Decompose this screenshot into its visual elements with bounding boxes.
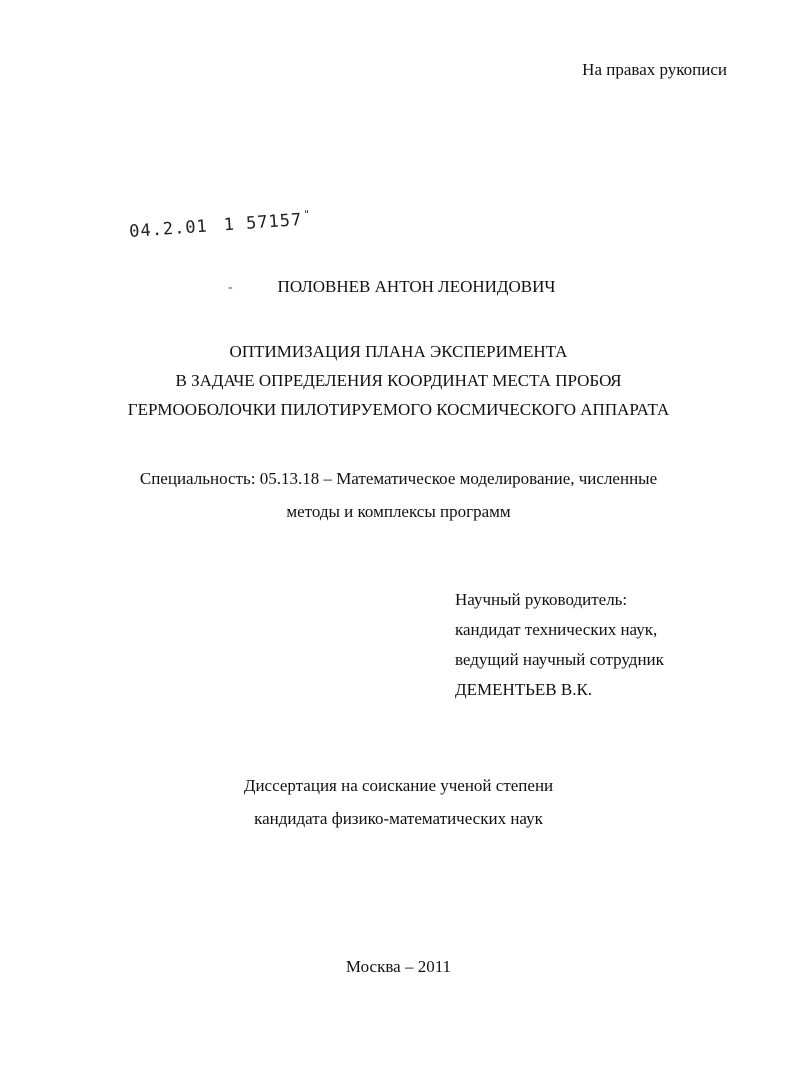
margin-mark: -	[228, 280, 233, 295]
rights-notice: На правах рукописи	[582, 60, 727, 79]
supervisor-line: кандидат технических наук,	[455, 620, 658, 639]
stamp-tick: "	[303, 209, 312, 222]
stamp-code: 04.2.01	[128, 216, 209, 242]
library-stamp	[129, 209, 312, 242]
title-line: ОПТИМИЗАЦИЯ ПЛАНА ЭКСПЕРИМЕНТА	[229, 342, 568, 361]
specialty-block	[0, 462, 797, 528]
supervisor-line: ведущий научный сотрудник	[455, 650, 664, 669]
degree-statement	[0, 769, 797, 835]
supervisor-name: ДЕМЕНТЬЕВ В.К.	[455, 680, 593, 699]
city-year: Москва – 2011	[345, 957, 452, 976]
specialty-line: Специальность: 05.13.18 – Математическое моделирование, численные	[139, 469, 658, 488]
author-name: ПОЛОВНЕВ АНТОН ЛЕОНИДОВИЧ	[277, 277, 556, 296]
title-line: В ЗАДАЧЕ ОПРЕДЕЛЕНИЯ КООРДИНАТ МЕСТА ПРОБОЯ	[175, 371, 622, 390]
supervisor-line: Научный руководитель:	[455, 590, 628, 609]
title-line: ГЕРМООБОЛОЧКИ ПИЛОТИРУЕМОГО КОСМИЧЕСКОГО АППАРАТА	[127, 400, 670, 419]
supervisor-block	[455, 585, 664, 705]
degree-line: Диссертация на соискание ученой степени	[243, 776, 554, 795]
stamp-number: 1 57157	[223, 209, 303, 236]
degree-line: кандидата физико-математических наук	[254, 809, 543, 828]
specialty-line: методы и комплексы программ	[286, 502, 511, 521]
dissertation-title	[0, 337, 797, 424]
